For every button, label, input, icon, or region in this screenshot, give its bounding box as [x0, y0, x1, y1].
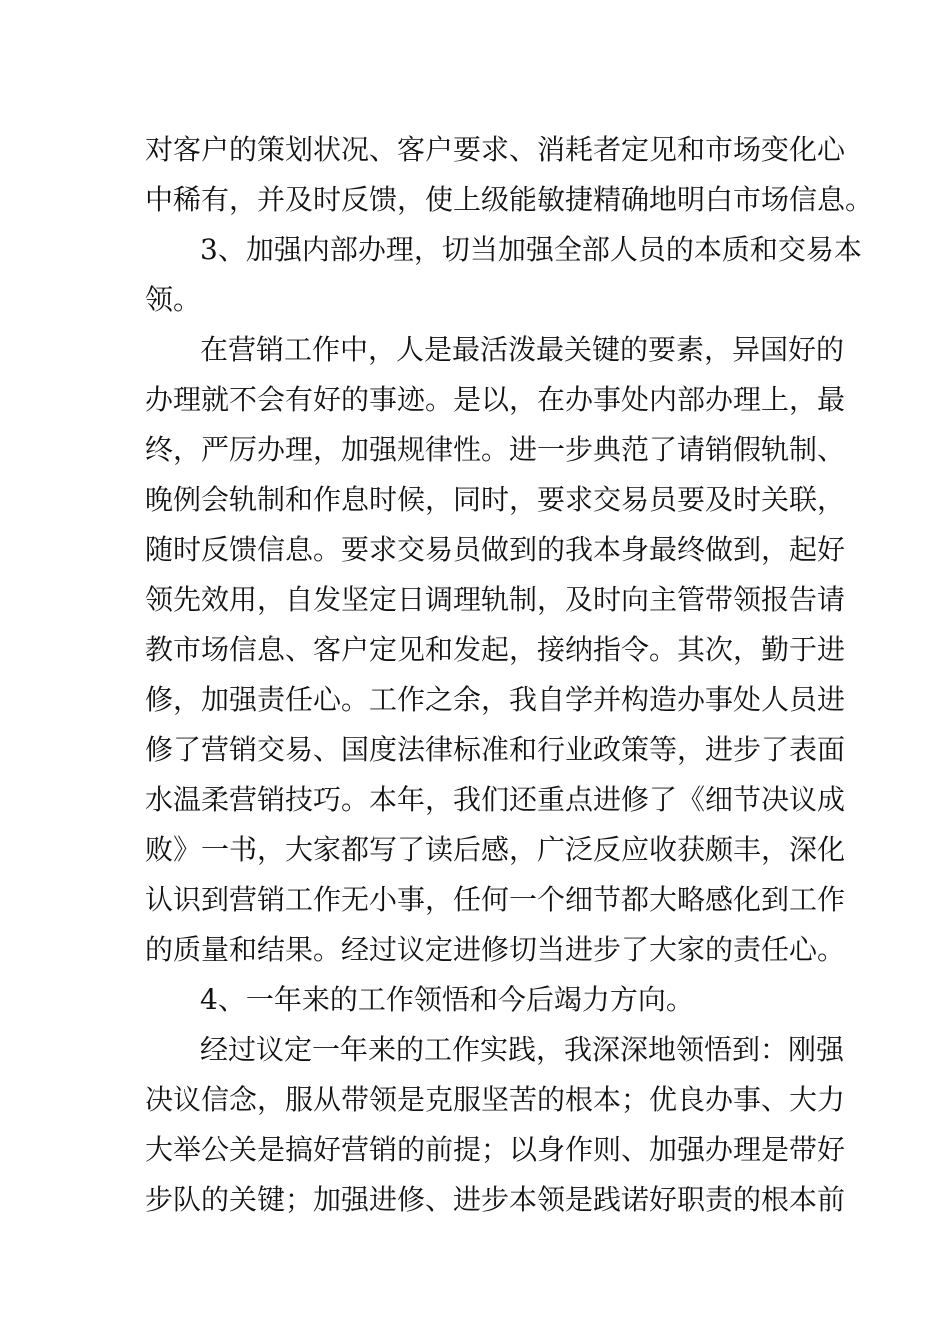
body-line-12: 修，加强责任心。工作之余，我自学并构造办事处人员进 [145, 683, 846, 716]
paragraph-start: 经过议定一年来的工作实践，我深深地领悟到：刚强 [200, 1033, 845, 1066]
body-line-10: 领先效用，自发坚定日调理轨制，及时向主管带领报告请 [145, 583, 846, 616]
section-3-heading: 3、加强内部办理，切当加强全部人员的本质和交易本 [200, 233, 862, 266]
body-line-14: 水温柔营销技巧。本年，我们还重点进修了《细节决议成 [145, 783, 846, 816]
body-line-21: 大举公关是搞好营销的前提；以身作则、加强办理是带好 [145, 1133, 846, 1166]
body-line-17: 的质量和结果。经过议定进修切当进步了大家的责任心。 [145, 933, 846, 966]
paragraph-start: 在营销工作中，人是最活泼最关键的要素，异国好的 [200, 333, 845, 366]
body-line-4: 领。 [145, 283, 202, 316]
body-line-1: 对客户的策划状况、客户要求、消耗者定见和市场变化心 [145, 133, 846, 166]
body-line-9: 随时反馈信息。要求交易员做到的我本身最终做到，起好 [145, 533, 846, 566]
body-line-6: 办理就不会有好的事迹。是以，在办事处内部办理上，最 [145, 383, 846, 416]
body-line-22: 步队的关键；加强进修、进步本领是践诺好职责的根本前 [145, 1183, 846, 1216]
body-line-2: 中稀有，并及时反馈，使上级能敏捷精确地明白市场信息。 [145, 183, 874, 216]
section-4-heading: 4、一年来的工作领悟和今后竭力方向。 [200, 983, 694, 1016]
body-line-8: 晚例会轨制和作息时候，同时，要求交易员要及时关联， [145, 483, 846, 516]
body-line-16: 认识到营销工作无小事，任何一个细节都大略感化到工作 [145, 883, 846, 916]
body-line-7: 终，严厉办理，加强规律性。进一步典范了请销假轨制、 [145, 433, 846, 466]
body-line-13: 修了营销交易、国度法律标准和行业政策等，进步了表面 [145, 733, 846, 766]
body-line-11: 教市场信息、客户定见和发起，接纳指令。其次，勤于进 [145, 633, 846, 666]
body-line-15: 败》一书，大家都写了读后感，广泛反应收获颇丰，深化 [145, 833, 846, 866]
body-line-20: 决议信念，服从带领是克服坚苦的根本；优良办事、大力 [145, 1083, 846, 1116]
